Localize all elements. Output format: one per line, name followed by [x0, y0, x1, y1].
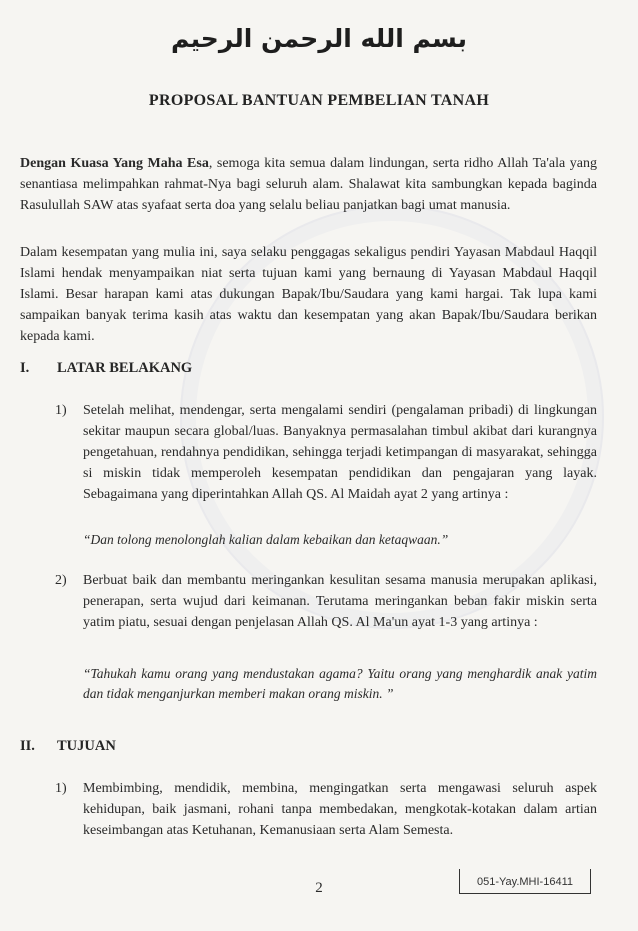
section-number: I.: [20, 360, 30, 376]
section-heading-latar-belakang: [20, 360, 192, 377]
list-item: [55, 570, 597, 633]
bismillah-heading: بسم الله الرحمن الرحيم: [171, 24, 467, 53]
intro-bold-phrase: Dengan Kuasa Yang Maha Esa: [20, 156, 209, 171]
section-title: LATAR BELAKANG: [57, 360, 193, 376]
section-title: TUJUAN: [57, 738, 116, 754]
intro-paragraph-1: [20, 153, 597, 216]
item-number: 1): [55, 403, 67, 418]
section-heading-tujuan: [20, 738, 116, 755]
item-text: Membimbing, mendidik, membina, mengingatkan serta mengawasi seluruh aspek kehidupan, baik jasmani, rohani tanpa membedakan, mengkotak-kotakan dalam artian keseimbangan atas Ketuhanan, Kemanusiaan serta Alam Semesta.: [83, 781, 597, 838]
item-text: Setelah melihat, mendengar, serta mengalami sendiri (pengalaman pribadi) di lingkungan sekitar maupun secara global/luas. Banyaknya permasalahan timbul akibat dari kurangnya pengetahuan, rendahnya pendidikan, sehingga terjadi ketimpangan di masyarakat, sehingga si miskin tidak memperoleh kesempatan pendidikan dan pengajaran yang layak. Sebagaimana yang diperintahkan Allah QS. Al Maidah ayat 2 yang artinya :: [83, 403, 597, 502]
section-number: II.: [20, 738, 35, 754]
intro-paragraph-1-text: , semoga kita semua dalam lindungan, serta ridho Allah Ta'ala yang senantiasa melimpahkan rahmat-Nya bagi seluruh alam. Shalawat kita sambungkan kepada baginda Rasulullah SAW atas syafaat serta doa yang selalu beliau panjatkan bagi umat manusia.: [20, 156, 597, 213]
document-code-box: 051-Yay.MHI-16411: [459, 869, 591, 894]
item-number: 1): [55, 781, 67, 796]
list-item: [55, 400, 597, 505]
item-number: 2): [55, 573, 67, 588]
quote-al-maidah: “Dan tolong menolonglah kalian dalam kebaikan dan ketaqwaan.”: [83, 532, 449, 547]
intro-paragraph-2: Dalam kesempatan yang mulia ini, saya selaku penggagas sekaligus pendiri Yayasan Mabdaul Haqqil Islami hendak menyampaikan niat serta tujuan kami yang bernaung di Yayasan Mabdaul Haqqil Islami. Besar harapan kami atas dukungan Bapak/Ibu/Saudara yang kami hargai. Tak lupa kami sampaikan banyak terima kasih atas waktu dan kesempatan yang akan Bapak/Ibu/Saudara berikan kepada kami.: [20, 245, 597, 344]
list-item: [55, 778, 597, 841]
document-title: PROPOSAL BANTUAN PEMBELIAN TANAH: [148, 92, 490, 109]
item-text: Berbuat baik dan membantu meringankan kesulitan sesama manusia merupakan aplikasi, penerapan, serta wujud dari keimanan. Terutama meringankan beban fakir miskin serta yatim piatu, sesuai dengan penjelasan Allah QS. Al Ma'un ayat 1-3 yang artinya :: [83, 573, 597, 630]
quote-al-maun: “Tahukah kamu orang yang mendustakan agama? Yaitu orang yang menghardik anak yatim dan tidak menganjurkan memberi makan orang miskin. ”: [83, 666, 597, 701]
page-number: 2: [315, 880, 323, 896]
